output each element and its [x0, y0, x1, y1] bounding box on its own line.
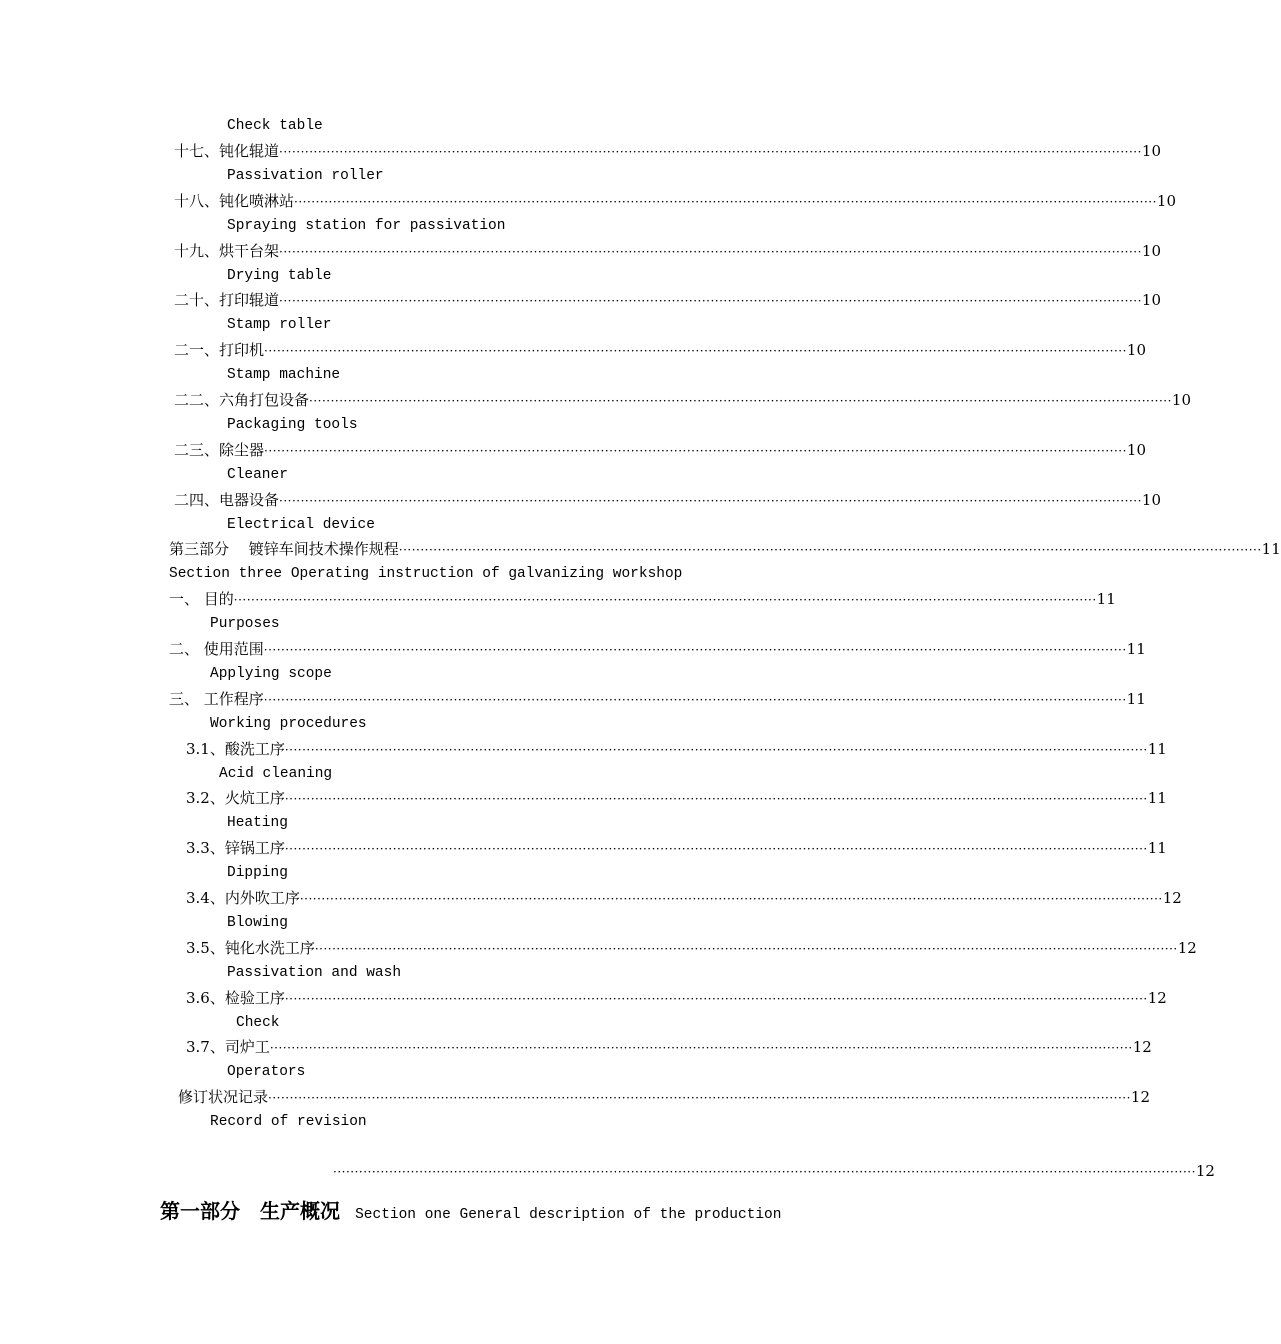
toc-entry: [174, 240, 1161, 262]
toc-page-number: 11: [1147, 740, 1167, 758]
toc-entry-label: 3.6、检验工序: [186, 989, 285, 1007]
toc-entry-english: Working procedures: [210, 716, 367, 732]
toc-dots: ········································································································································································································: [294, 195, 1157, 209]
toc-entry: [169, 688, 1146, 710]
toc-dots: ········································································································································································································: [269, 1041, 1133, 1055]
toc-dots: ········································································································································································································: [263, 693, 1127, 707]
toc-entry-english: Check table: [227, 118, 323, 134]
toc-page-number: 11: [1147, 789, 1167, 807]
toc-page-number: 12: [1162, 889, 1182, 907]
toc-entry-label: 修订状况记录: [178, 1088, 269, 1106]
toc-dots: ········································································································································································································: [264, 344, 1127, 358]
toc-page-number: 11: [1147, 839, 1167, 857]
toc-entry-english: Stamp roller: [227, 317, 332, 333]
toc-page-number: 10: [1141, 491, 1161, 509]
toc-entry-label: 十九、烘干台架: [174, 242, 280, 260]
toc-entry-label: 十七、钝化辊道: [174, 142, 280, 160]
toc-entry: [174, 489, 1161, 511]
toc-dots: ········································································································································································································: [333, 1165, 1196, 1179]
toc-entry-label: 二十、打印辊道: [174, 291, 280, 309]
toc-entry: [174, 140, 1161, 162]
toc-dots: ········································································································································································································: [233, 593, 1097, 607]
toc-page-number: 12: [1130, 1088, 1150, 1106]
toc-entry-label: 3.4、内外吹工序: [186, 889, 300, 907]
toc-entry: [174, 289, 1161, 311]
toc-page-number: 10: [1141, 242, 1161, 260]
toc-entry-english: Purposes: [210, 616, 280, 632]
toc-page-number: 10: [1141, 142, 1161, 160]
toc-entry-english: Cleaner: [227, 467, 288, 483]
toc-page-number: 10: [1141, 291, 1161, 309]
trailing-dot-leader: [333, 1160, 1215, 1182]
toc-dots: ········································································································································································································: [398, 543, 1262, 557]
toc-entry: [178, 1086, 1150, 1108]
section-heading-en: Section one General description of the production: [355, 1207, 782, 1223]
toc-dots: ········································································································································································································: [284, 992, 1148, 1006]
toc-entry: [186, 837, 1167, 859]
toc-dots: ········································································································································································································: [299, 892, 1163, 906]
toc-page-number: 11: [1126, 690, 1146, 708]
toc-page-number: 11: [1096, 590, 1116, 608]
toc-entry-english: Stamp machine: [227, 367, 341, 383]
section-heading: [160, 1196, 781, 1226]
toc-entry-english: Acid cleaning: [219, 766, 333, 782]
section-heading-cn: 第一部分 生产概况: [160, 1199, 340, 1223]
toc-entry-english: Dipping: [227, 865, 288, 881]
toc-entry-english: Operators: [227, 1064, 306, 1080]
toc-dots: ········································································································································································································: [314, 942, 1178, 956]
toc-page-number: 10: [1126, 441, 1146, 459]
toc-entry: [186, 787, 1167, 809]
toc-entry-label: 二三、除尘器: [174, 441, 265, 459]
toc-entry: [174, 339, 1146, 361]
toc-dots: ········································································································································································································: [279, 294, 1142, 308]
toc-entry-english: Electrical device: [227, 517, 375, 533]
toc-entry-english: Spraying station for passivation: [227, 218, 506, 234]
toc-entry-label: 二一、打印机: [174, 341, 265, 359]
toc-entry-label: 十八、钝化喷淋站: [174, 192, 295, 210]
toc-dots: ········································································································································································································: [284, 842, 1148, 856]
toc-dots: ········································································································································································································: [279, 245, 1142, 259]
toc-dots: ········································································································································································································: [263, 643, 1127, 657]
toc-entry: [186, 1036, 1152, 1058]
toc-entry-english: Applying scope: [210, 666, 332, 682]
toc-entry-label: 二、 使用范围: [169, 640, 264, 658]
toc-entry-english: Heating: [227, 815, 288, 831]
toc-entry-label: 3.3、锌锅工序: [186, 839, 285, 857]
toc-entry-label: 3.5、钝化水洗工序: [186, 939, 315, 957]
toc-dots: ········································································································································································································: [279, 145, 1142, 159]
toc-page-number: 10: [1126, 341, 1146, 359]
toc-entry: [174, 190, 1176, 212]
toc-entry-english: Passivation roller: [227, 168, 384, 184]
toc-entry-label: 一、 目的: [169, 590, 234, 608]
toc-page-number: 12: [1147, 989, 1167, 1007]
toc-entry-label: 二四、电器设备: [174, 491, 280, 509]
toc-page-number: 12: [1177, 939, 1197, 957]
toc-entry-english: Blowing: [227, 915, 288, 931]
toc-entry: [186, 738, 1167, 760]
toc-entry-english: Section three Operating instruction of galvanizing workshop: [169, 566, 683, 582]
toc-entry-label: 第三部分 镀锌车间技术操作规程: [169, 540, 399, 558]
toc-page-number: 11: [1261, 540, 1281, 558]
toc-dots: ········································································································································································································: [309, 394, 1172, 408]
toc-entry: [186, 987, 1167, 1009]
toc-entry-label: 3.7、司炉工: [186, 1038, 270, 1056]
toc-page-number: 11: [1126, 640, 1146, 658]
toc-entry: [174, 389, 1191, 411]
toc-entry: [186, 887, 1182, 909]
toc-page-number: 12: [1195, 1162, 1215, 1180]
toc-entry: [169, 588, 1116, 610]
toc-entry: [169, 538, 1281, 560]
toc-entry-label: 三、 工作程序: [169, 690, 264, 708]
toc-entry-label: 二二、六角打包设备: [174, 391, 310, 409]
toc-entry-label: 3.2、火炕工序: [186, 789, 285, 807]
toc-page-number: 12: [1132, 1038, 1152, 1056]
toc-entry-english: Passivation and wash: [227, 965, 402, 981]
toc-page-number: 10: [1156, 192, 1176, 210]
toc-entry: [174, 439, 1146, 461]
toc-entry: [169, 638, 1146, 660]
toc-entry-english: Check: [236, 1015, 280, 1031]
toc-dots: ········································································································································································································: [284, 743, 1148, 757]
toc-entry: [186, 937, 1197, 959]
toc-entry-english: Record of revision: [210, 1114, 367, 1130]
toc-dots: ········································································································································································································: [279, 494, 1142, 508]
toc-dots: ········································································································································································································: [264, 444, 1127, 458]
toc-entry-english: Drying table: [227, 268, 332, 284]
toc-dots: ········································································································································································································: [268, 1091, 1131, 1105]
toc-page-number: 10: [1171, 391, 1191, 409]
toc-entry-label: 3.1、酸洗工序: [186, 740, 285, 758]
toc-entry-english: Packaging tools: [227, 417, 358, 433]
toc-dots: ········································································································································································································: [284, 792, 1148, 806]
